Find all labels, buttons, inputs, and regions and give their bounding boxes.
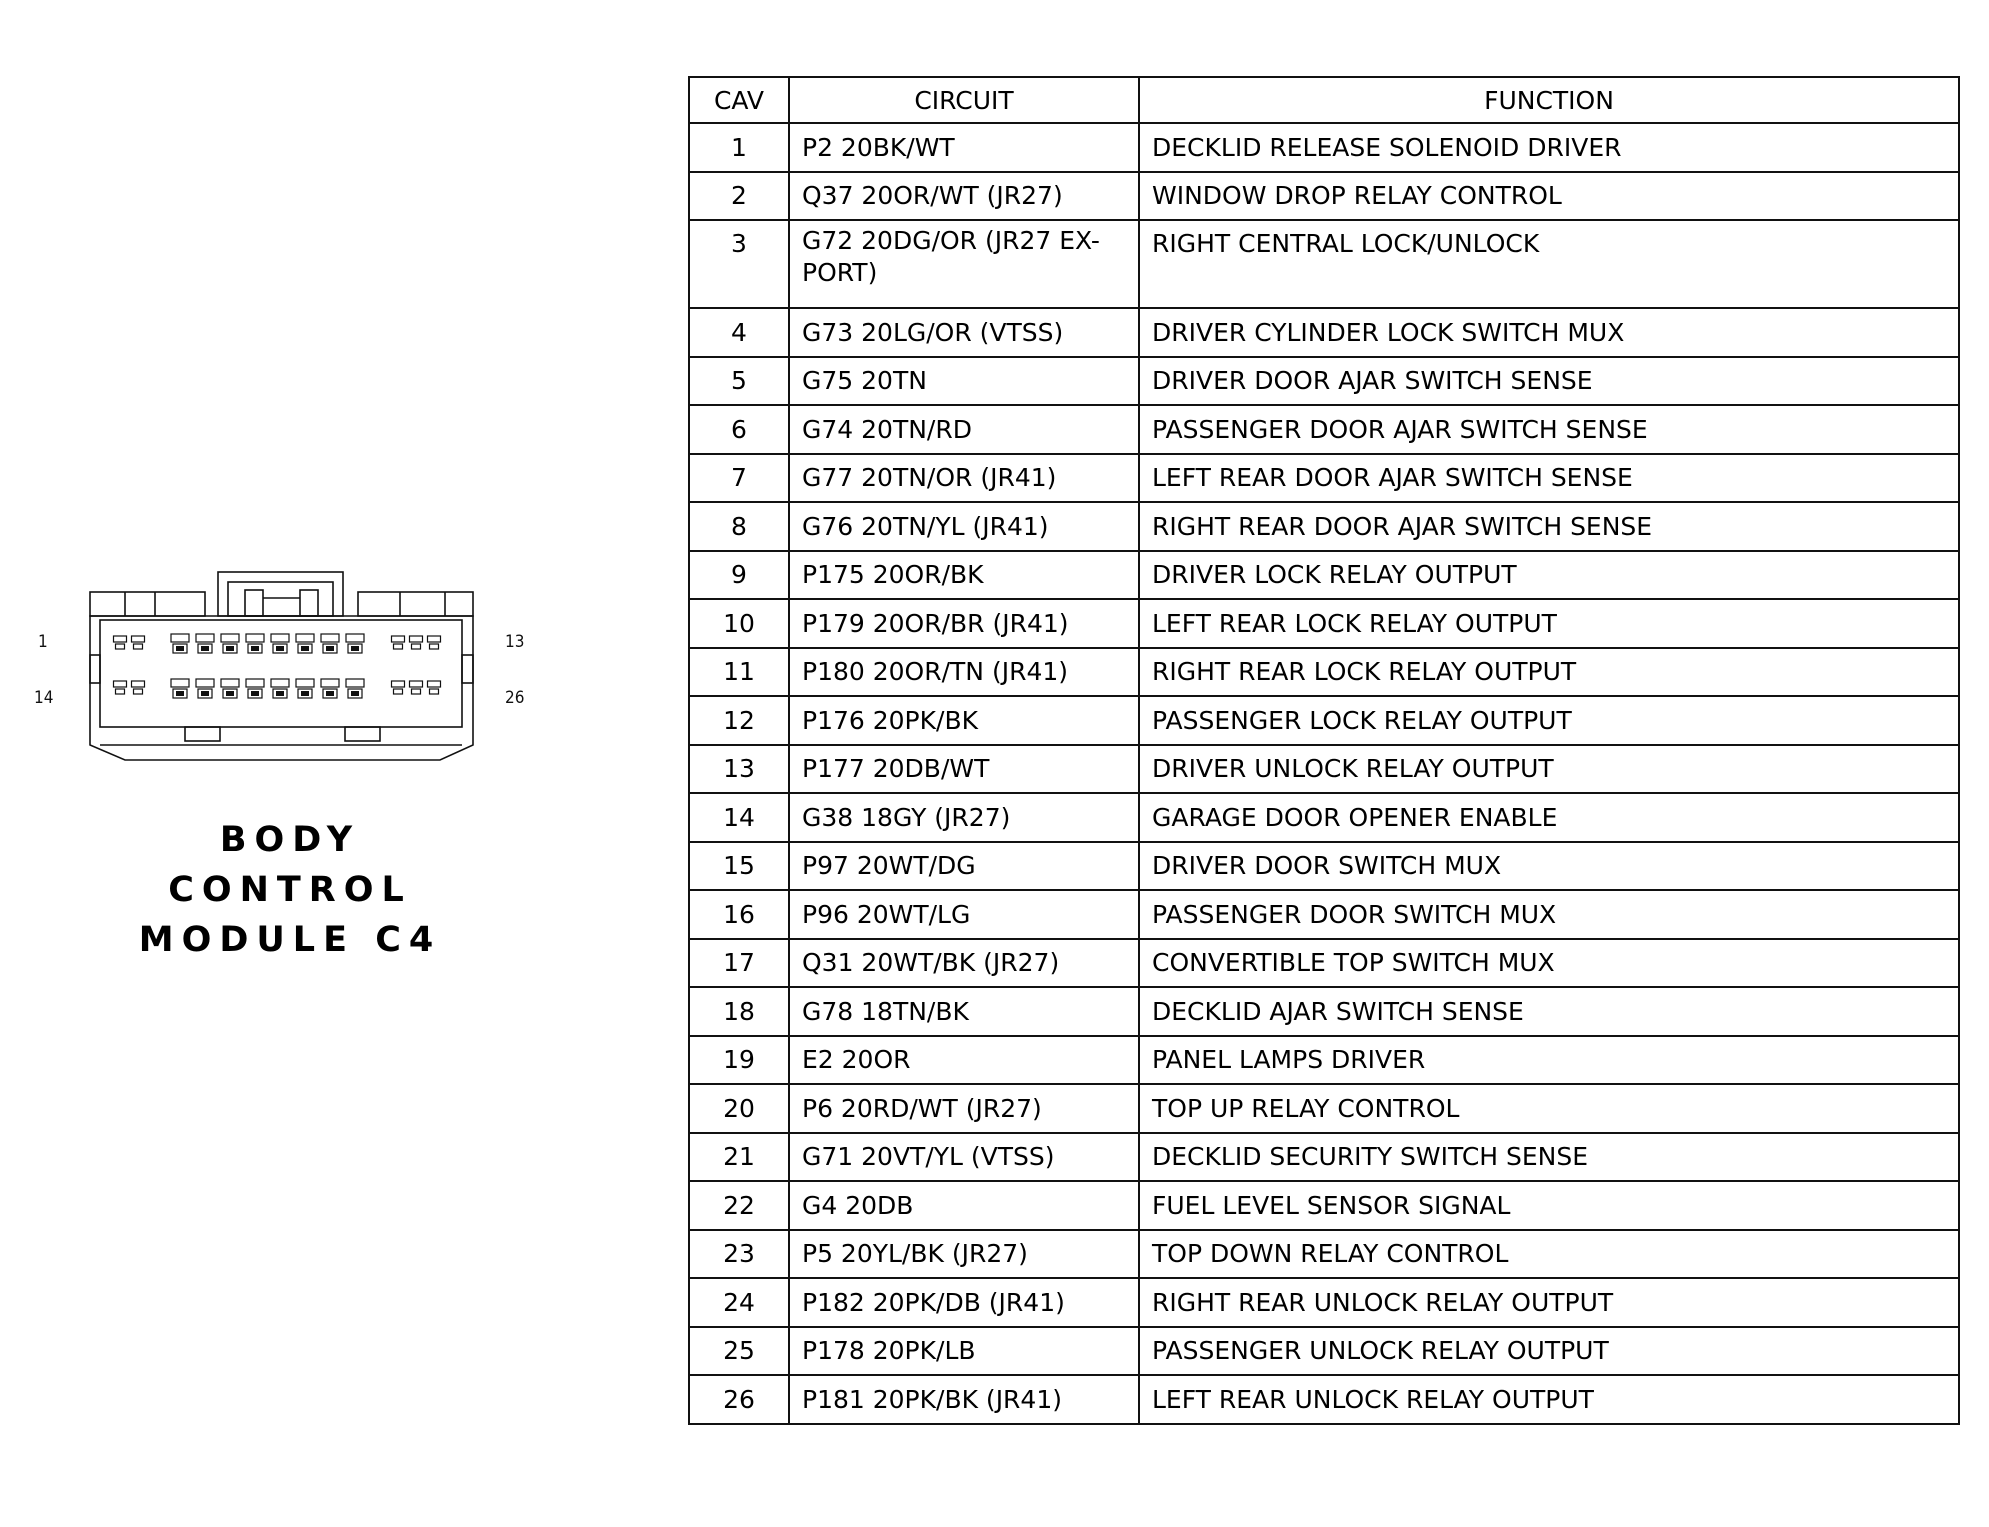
cell-circuit: P2 20BK/WT [789,123,1139,172]
cavity-pin [171,634,189,653]
cell-cav: 6 [689,405,789,454]
table-row [689,1230,1959,1279]
cavity-pin [114,636,127,649]
cell-function: DRIVER DOOR AJAR SWITCH SENSE [1139,357,1959,406]
cell-cav: 26 [689,1375,789,1424]
cell-cav: 17 [689,939,789,988]
cell-function: TOP DOWN RELAY CONTROL [1139,1230,1959,1279]
table-row [689,1278,1959,1327]
cavity-pin [428,681,441,694]
pin-label-26: 26 [505,688,525,708]
table-body [689,123,1959,1424]
table-row [689,842,1959,891]
cavity-pin [271,679,289,698]
cavity-pin [321,679,339,698]
cavity-pin [221,634,239,653]
cell-function: DECKLID RELEASE SOLENOID DRIVER [1139,123,1959,172]
cavity-pin [246,679,264,698]
table-header-row [689,77,1959,123]
cell-circuit: E2 20OR [789,1036,1139,1085]
cavity-pin [410,681,423,694]
table-row [689,454,1959,503]
cell-circuit: P96 20WT/LG [789,890,1139,939]
cell-function: WINDOW DROP RELAY CONTROL [1139,172,1959,221]
cell-cav: 12 [689,696,789,745]
cell-cav: 13 [689,745,789,794]
cell-cav: 4 [689,308,789,357]
table-row [689,1084,1959,1133]
connector-title-line-2: MODULE C4 [138,920,442,960]
cavity-pin [346,634,364,653]
cell-circuit: P175 20OR/BK [789,551,1139,600]
cell-cav: 23 [689,1230,789,1279]
cavity-pin [271,634,289,653]
cavity-pin [221,679,239,698]
cell-circuit: G72 20DG/OR (JR27 EX-PORT) [789,220,1139,308]
table-row [689,696,1959,745]
table-row [689,987,1959,1036]
cavity-pin [428,636,441,649]
cell-cav: 24 [689,1278,789,1327]
cell-circuit: P6 20RD/WT (JR27) [789,1084,1139,1133]
cell-function: PASSENGER DOOR SWITCH MUX [1139,890,1959,939]
cell-function: DECKLID AJAR SWITCH SENSE [1139,987,1959,1036]
cell-function: PANEL LAMPS DRIVER [1139,1036,1959,1085]
cell-cav: 21 [689,1133,789,1182]
cavity-pin [246,634,264,653]
cavity-pin [132,636,145,649]
cell-circuit: G73 20LG/OR (VTSS) [789,308,1139,357]
cell-cav: 11 [689,648,789,697]
cell-function: DRIVER CYLINDER LOCK SWITCH MUX [1139,308,1959,357]
cell-function: DRIVER UNLOCK RELAY OUTPUT [1139,745,1959,794]
cell-function: RIGHT REAR DOOR AJAR SWITCH SENSE [1139,502,1959,551]
cell-circuit: G76 20TN/YL (JR41) [789,502,1139,551]
table-row [689,357,1959,406]
table-row [689,1133,1959,1182]
cell-cav: 9 [689,551,789,600]
cell-circuit: P176 20PK/BK [789,696,1139,745]
cell-cav: 10 [689,599,789,648]
table-row [689,1181,1959,1230]
cell-circuit: G4 20DB [789,1181,1139,1230]
cell-function: DECKLID SECURITY SWITCH SENSE [1139,1133,1959,1182]
pin-label-13: 13 [505,632,525,652]
cell-function: RIGHT CENTRAL LOCK/UNLOCK [1139,220,1959,308]
cavity-pin [196,679,214,698]
table-row [689,405,1959,454]
cell-circuit: P5 20YL/BK (JR27) [789,1230,1139,1279]
table-row [689,220,1959,308]
connector-housing [90,572,473,760]
table-row [689,502,1959,551]
cell-circuit: Q31 20WT/BK (JR27) [789,939,1139,988]
cell-cav: 15 [689,842,789,891]
cell-cav: 8 [689,502,789,551]
table-row [689,793,1959,842]
cell-cav: 20 [689,1084,789,1133]
table-row [689,939,1959,988]
cell-cav: 5 [689,357,789,406]
cavity-pin [296,679,314,698]
cell-cav: 1 [689,123,789,172]
cell-circuit: G38 18GY (JR27) [789,793,1139,842]
cell-circuit: G75 20TN [789,357,1139,406]
header-cav: CAV [689,77,789,123]
cell-function: TOP UP RELAY CONTROL [1139,1084,1959,1133]
cell-cav: 22 [689,1181,789,1230]
table-row [689,599,1959,648]
cell-function: RIGHT REAR LOCK RELAY OUTPUT [1139,648,1959,697]
table-row [689,123,1959,172]
cell-circuit: P97 20WT/DG [789,842,1139,891]
table-row [689,1327,1959,1376]
cell-function: PASSENGER LOCK RELAY OUTPUT [1139,696,1959,745]
cell-function: DRIVER DOOR SWITCH MUX [1139,842,1959,891]
connector-face-diagram [0,0,640,940]
pinout-table [688,76,1960,1425]
cell-cav: 14 [689,793,789,842]
pin-label-1: 1 [38,632,48,652]
table-row [689,308,1959,357]
cavity-pin [321,634,339,653]
cell-function: FUEL LEVEL SENSOR SIGNAL [1139,1181,1959,1230]
cell-cav: 18 [689,987,789,1036]
cell-function: LEFT REAR UNLOCK RELAY OUTPUT [1139,1375,1959,1424]
cavity-pin [114,681,127,694]
cell-function: RIGHT REAR UNLOCK RELAY OUTPUT [1139,1278,1959,1327]
cell-function: DRIVER LOCK RELAY OUTPUT [1139,551,1959,600]
cavity-pin [296,634,314,653]
cell-cav: 3 [689,220,789,308]
cell-function: LEFT REAR DOOR AJAR SWITCH SENSE [1139,454,1959,503]
table-row [689,890,1959,939]
cell-circuit: P180 20OR/TN (JR41) [789,648,1139,697]
cavity-pin [410,636,423,649]
cell-circuit: P177 20DB/WT [789,745,1139,794]
cell-cav: 19 [689,1036,789,1085]
cavity-pin [196,634,214,653]
cell-cav: 16 [689,890,789,939]
table-row [689,551,1959,600]
cell-circuit: Q37 20OR/WT (JR27) [789,172,1139,221]
table-row [689,648,1959,697]
cell-function: PASSENGER DOOR AJAR SWITCH SENSE [1139,405,1959,454]
cavity-pin [132,681,145,694]
cell-circuit: P182 20PK/DB (JR41) [789,1278,1139,1327]
cell-circuit: P178 20PK/LB [789,1327,1139,1376]
cell-circuit: P181 20PK/BK (JR41) [789,1375,1139,1424]
connector-cavities [114,634,441,698]
cell-cav: 7 [689,454,789,503]
cell-circuit: G77 20TN/OR (JR41) [789,454,1139,503]
connector-title-line-1: BODY CONTROL [168,820,412,910]
cavity-pin [171,679,189,698]
cell-circuit: G74 20TN/RD [789,405,1139,454]
header-circuit: CIRCUIT [789,77,1139,123]
cavity-pin [392,681,405,694]
table-row [689,1375,1959,1424]
table-row [689,172,1959,221]
cell-cav: 25 [689,1327,789,1376]
table-row [689,1036,1959,1085]
cell-cav: 2 [689,172,789,221]
pin-label-14: 14 [34,688,54,708]
cell-function: PASSENGER UNLOCK RELAY OUTPUT [1139,1327,1959,1376]
cavity-pin [392,636,405,649]
cell-function: LEFT REAR LOCK RELAY OUTPUT [1139,599,1959,648]
cell-circuit: P179 20OR/BR (JR41) [789,599,1139,648]
header-function: FUNCTION [1139,77,1959,123]
connector-title [100,815,480,965]
cavity-pin [346,679,364,698]
cell-function: CONVERTIBLE TOP SWITCH MUX [1139,939,1959,988]
cell-circuit: G78 18TN/BK [789,987,1139,1036]
table-row [689,745,1959,794]
cell-function: GARAGE DOOR OPENER ENABLE [1139,793,1959,842]
cell-circuit: G71 20VT/YL (VTSS) [789,1133,1139,1182]
